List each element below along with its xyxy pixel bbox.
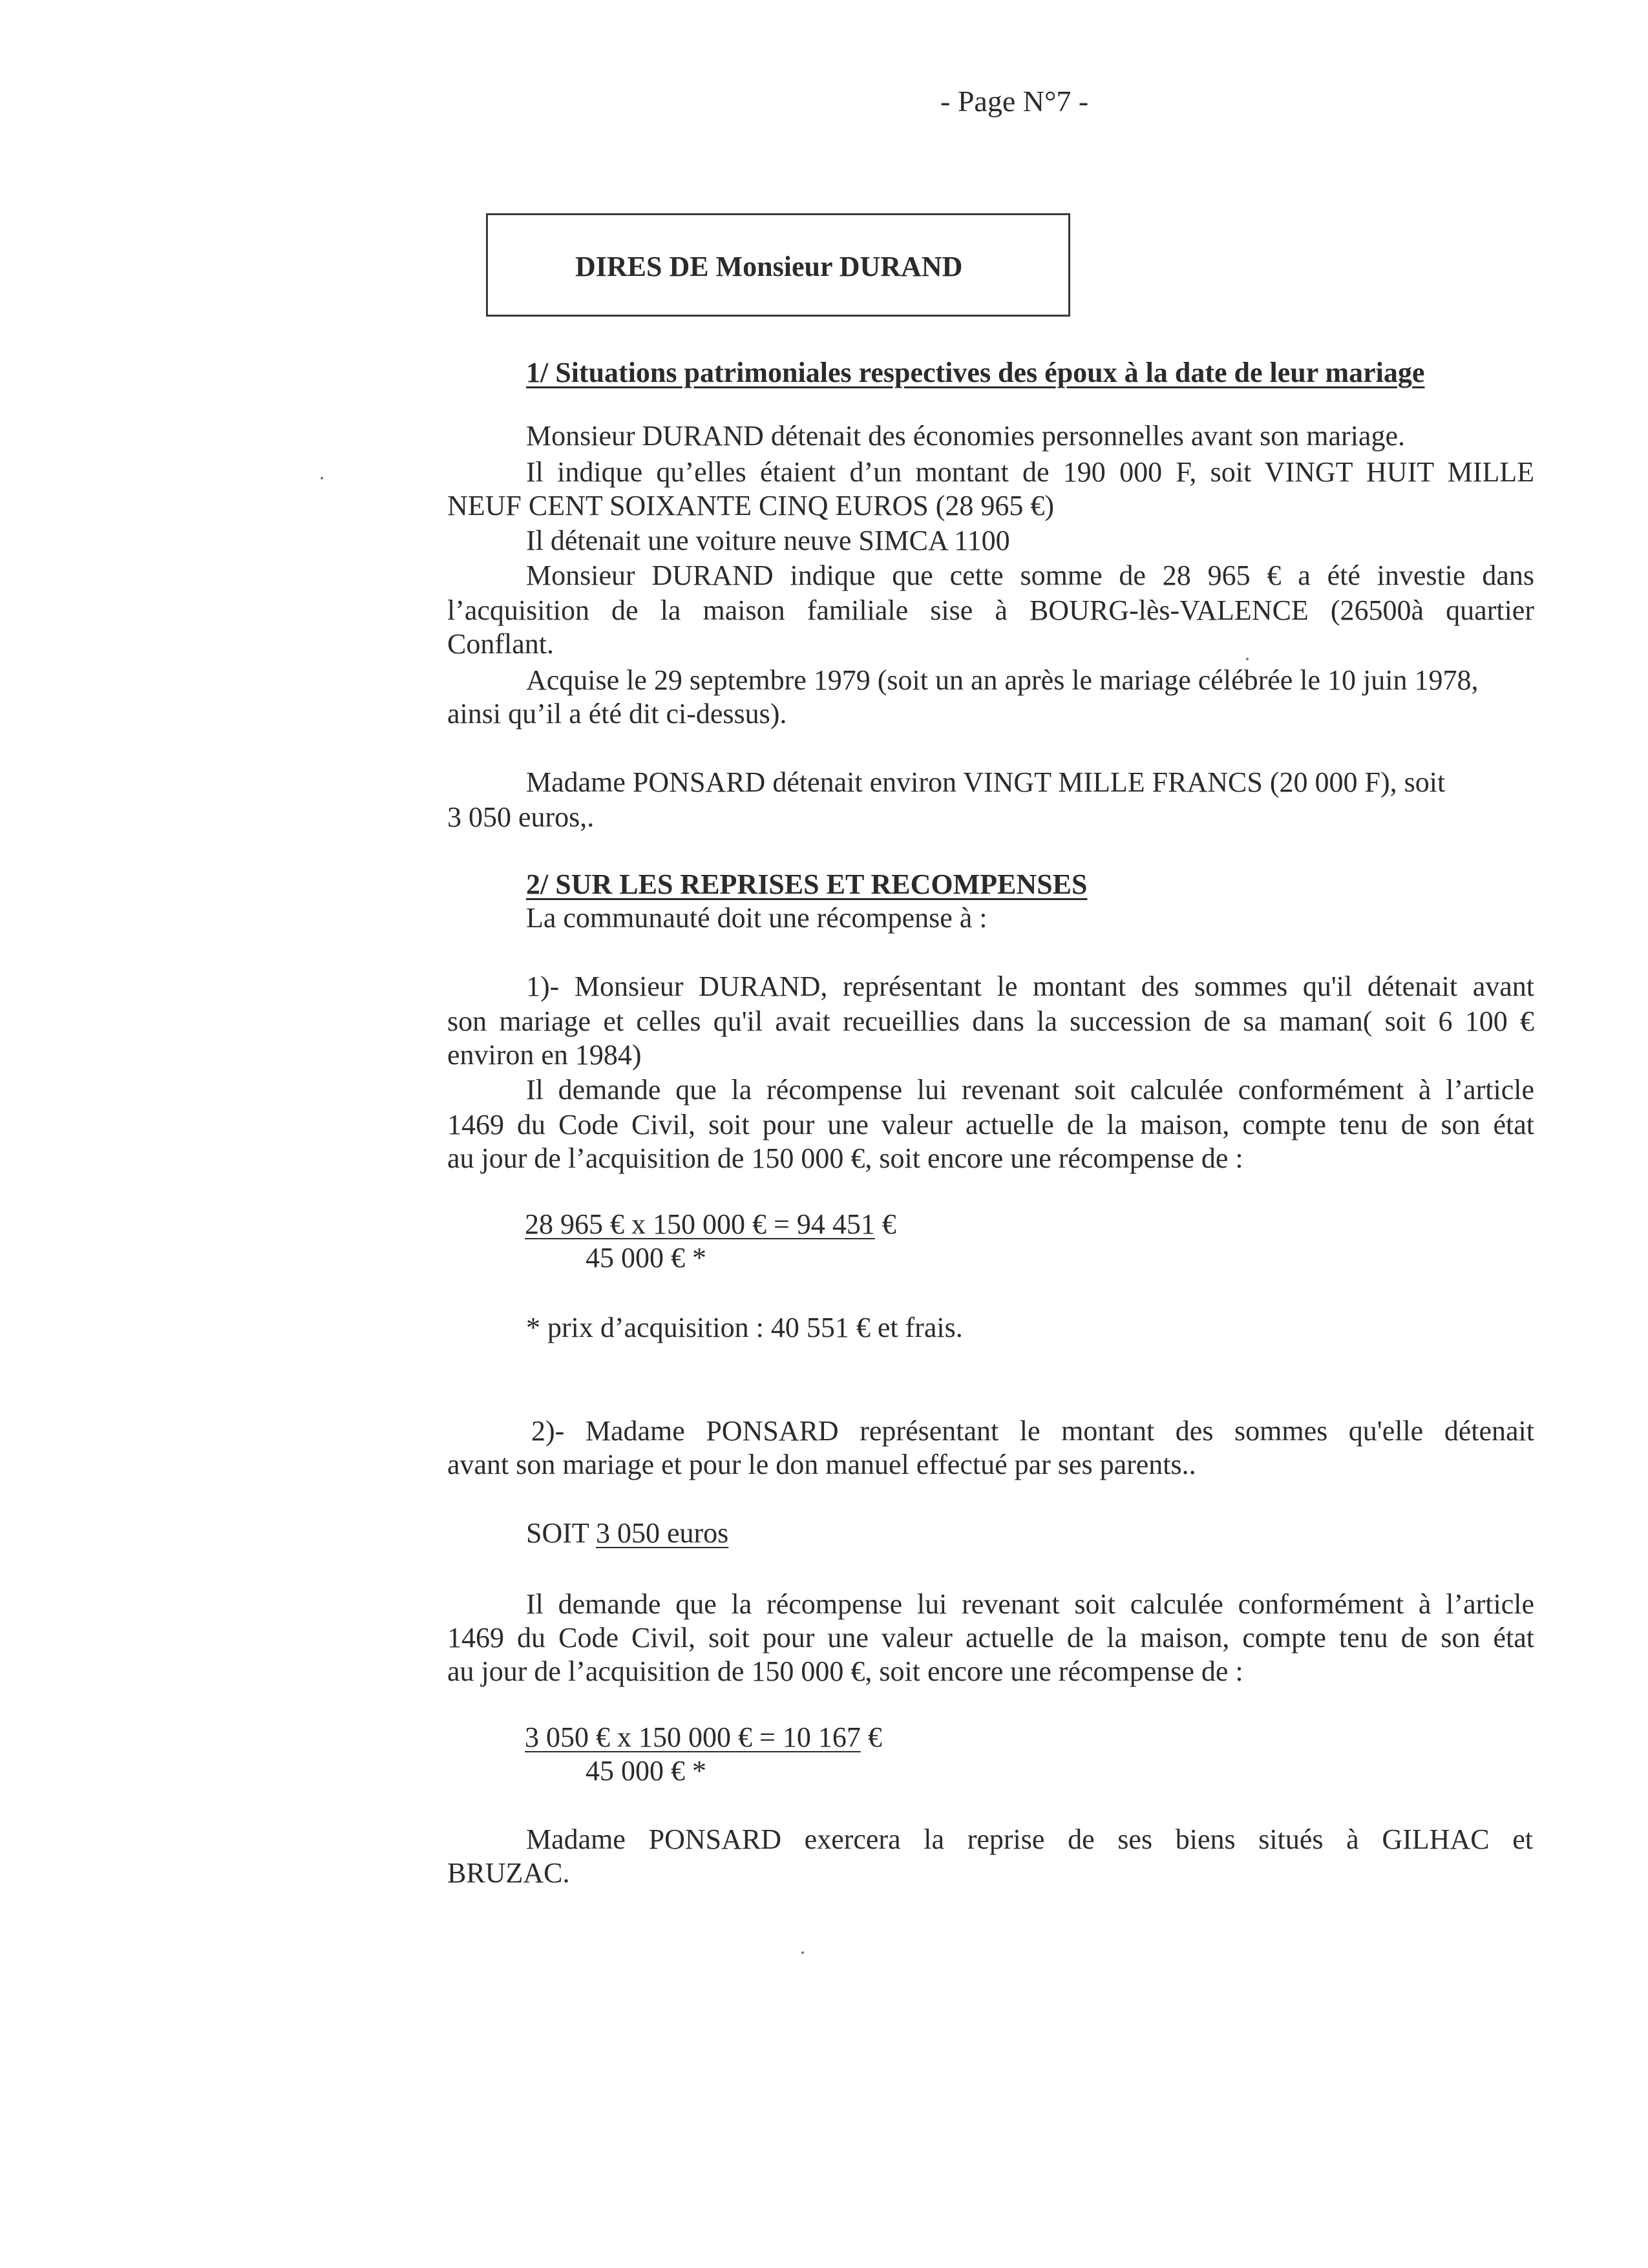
section1-paragraph: Monsieur DURAND détenait des économies personnelles avant son mariage. bbox=[526, 420, 1405, 452]
item2-request: Il demande que la récompense lui revenant soit calculée conformément à l’article bbox=[526, 1588, 1534, 1620]
item2-paragraph: avant son mariage et pour le don manuel effectué par ses parents.. bbox=[447, 1449, 1196, 1480]
item1-request: Il demande que la récompense lui revenant soit calculée conformément à l’article bbox=[526, 1074, 1534, 1106]
calc1-formula bbox=[525, 1208, 896, 1241]
section1-paragraph: NEUF CENT SOIXANTE CINQ EUROS (28 965 €) bbox=[447, 490, 1055, 521]
scan-speck bbox=[321, 477, 323, 479]
section1-paragraph: Monsieur DURAND indique que cette somme de 28 965 € a été investie dans bbox=[526, 560, 1534, 591]
calc1-euro: € bbox=[874, 1208, 896, 1240]
item1-paragraph: son mariage et celles qu'il avait recueillies dans la succession de sa maman( soit 6 100 € bbox=[447, 1005, 1534, 1037]
scan-speck bbox=[1246, 658, 1249, 660]
calc1-note: * prix d’acquisition : 40 551 € et frais. bbox=[526, 1312, 963, 1343]
calc2-euro: € bbox=[860, 1721, 882, 1753]
item1-paragraph: 1)- Monsieur DURAND, représentant le montant des sommes qu'il détenait avant bbox=[526, 971, 1534, 1002]
section2-heading: 2/ SUR LES REPRISES ET RECOMPENSES bbox=[526, 868, 1088, 900]
calc1-denominator: 45 000 € * bbox=[586, 1242, 706, 1274]
section1-paragraph: Madame PONSARD détenait environ VINGT MILLE FRANCS (20 000 F), soit bbox=[526, 766, 1446, 798]
item2-request: au jour de l’acquisition de 150 000 €, soit encore une récompense de : bbox=[447, 1655, 1243, 1687]
document-title: DIRES DE Monsieur DURAND bbox=[575, 251, 963, 282]
soit-line bbox=[526, 1517, 728, 1549]
section1-paragraph: Acquise le 29 septembre 1979 (soit un an après le mariage célébrée le 10 juin 1978, bbox=[526, 664, 1479, 696]
item1-paragraph: environ en 1984) bbox=[447, 1039, 642, 1071]
scan-speck bbox=[801, 1951, 804, 1954]
item2-request: 1469 du Code Civil, soit pour une valeur actuelle de la maison, compte tenu de son état bbox=[447, 1622, 1534, 1654]
calc2-numerator: 3 050 € x 150 000 € = 10 167 bbox=[525, 1721, 861, 1753]
section1-heading: 1/ Situations patrimoniales respectives des époux à la date de leur mariage bbox=[526, 357, 1425, 388]
closing-paragraph: BRUZAC. bbox=[447, 1857, 570, 1889]
item1-request: au jour de l’acquisition de 150 000 €, soit encore une récompense de : bbox=[447, 1142, 1243, 1174]
calc2-formula bbox=[525, 1721, 882, 1754]
section2-intro: La communauté doit une récompense à : bbox=[526, 902, 988, 934]
section1-paragraph: l’acquisition de la maison familiale sise à BOURG-lès-VALENCE (26500à quartier bbox=[447, 594, 1534, 626]
calc2-denominator: 45 000 € * bbox=[586, 1755, 706, 1787]
section1-paragraph: Il indique qu’elles étaient d’un montant de 190 000 F, soit VINGT HUIT MILLE bbox=[526, 456, 1534, 488]
section1-paragraph: 3 050 euros,. bbox=[447, 801, 595, 833]
section1-paragraph: ainsi qu’il a été dit ci-dessus). bbox=[447, 698, 787, 730]
soit-value: 3 050 euros bbox=[595, 1517, 729, 1549]
item2-paragraph: 2)- Madame PONSARD représentant le montant des sommes qu'elle détenait bbox=[531, 1415, 1534, 1447]
soit-prefix: SOIT bbox=[526, 1517, 596, 1549]
section1-paragraph: Il détenait une voiture neuve SIMCA 1100 bbox=[526, 525, 1010, 556]
section1-paragraph: Conflant. bbox=[447, 628, 554, 660]
calc1-numerator: 28 965 € x 150 000 € = 94 451 bbox=[525, 1208, 875, 1240]
item1-request: 1469 du Code Civil, soit pour une valeur actuelle de la maison, compte tenu de son état bbox=[447, 1109, 1534, 1140]
closing-paragraph: Madame PONSARD exercera la reprise de ses biens situés à GILHAC et bbox=[526, 1823, 1533, 1855]
page-number: - Page N°7 - bbox=[940, 85, 1089, 118]
